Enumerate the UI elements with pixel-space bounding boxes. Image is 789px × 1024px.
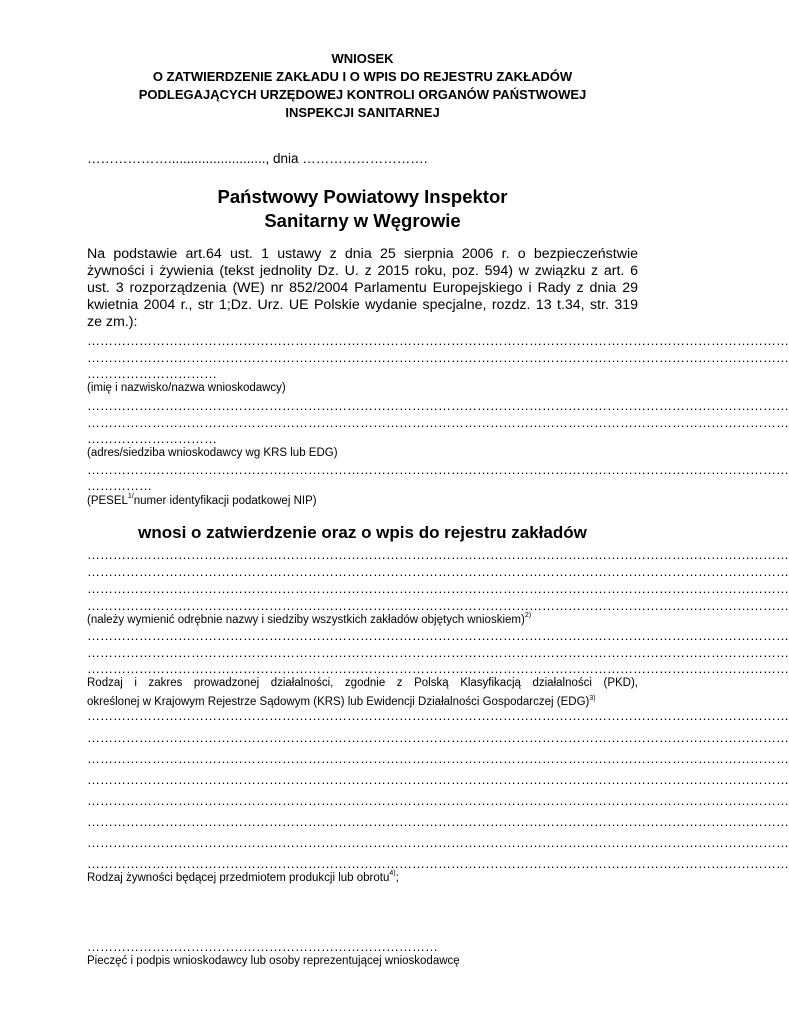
applicant-address-field[interactable]: ……………………………………………………………………………………………………………………………………………… [87, 415, 789, 430]
activity-scope-field[interactable]: ……………………………………………………………………………………………………………………………………………… [87, 730, 789, 745]
establishments-field[interactable]: ……………………………………………………………………………………………………………………………………………… [87, 547, 789, 562]
activity-scope-field[interactable]: ……………………………………………………………………………………………………………………………………………… [87, 708, 789, 723]
request-heading: wnosi o zatwierdzenie oraz o wpis do rejestru zakładów [138, 523, 587, 542]
establishments-field[interactable]: ……………………………………………………………………………………………………………………………………………… [87, 581, 789, 596]
food-type-caption: Rodzaj żywności będącej przedmiotem produkcji lub obrotu$^{4)}$; [87, 870, 399, 884]
applicant-name-field[interactable]: ……………………………………………………………………………………………………………………………………………… [87, 333, 789, 348]
form-title [87, 50, 638, 122]
addressee [87, 185, 638, 233]
legal-line-5: ze zm.): [87, 314, 138, 330]
legal-line-4: kwietnia 2004 r., str 1;Dz. Urz. UE Polskie wydanie specjalne, rozdz. 13 t.34, str. 319 [87, 297, 638, 313]
addressee-line-1: Państwowy Powiatowy Inspektor [217, 186, 508, 207]
legal-line-3: ust. 3 rozporządzenia (WE) nr 852/2004 Parlamentu Europejskiego i Rady z dnia 29 [87, 280, 638, 296]
title-line-2: O ZATWIERDZENIE ZAKŁADU I O WPIS DO REJESTRU ZAKŁADÓW [152, 69, 573, 84]
applicant-name-field[interactable]: ………………………… [87, 366, 217, 381]
activity-scope-field[interactable]: ……………………………………………………………………………………………………………………………………………… [87, 856, 789, 871]
establishments-field[interactable]: ……………………………………………………………………………………………………………………………………………… [87, 598, 789, 613]
place-date-field[interactable]: ……………….........................., dnia ………………………. [87, 151, 428, 166]
applicant-name-field[interactable]: ……………………………………………………………………………………………………………………………………………… [87, 350, 789, 365]
legal-basis [87, 246, 638, 331]
title-line-3: PODLEGAJĄCYCH URZĘDOWEJ KONTROLI ORGANÓW PAŃSTWOWEJ [138, 87, 587, 102]
establishments-caption: (należy wymienić odrębnie nazwy i siedziby wszystkich zakładów objętych wnioskiem)$^{2)}$ [87, 612, 532, 626]
legal-line-2: żywności i żywienia (tekst jednolity Dz. U. z 2015 roku, poz. 594) w związku z art. 6 [87, 263, 638, 279]
applicant-address-field[interactable]: ……………………………………………………………………………………………………………………………………………… [87, 398, 789, 413]
pesel-nip-caption: ($PESEL^{1/}numer$ identyfikacji podatkowej NIP) [87, 493, 317, 507]
activity-scope-field[interactable]: ……………………………………………………………………………………………………………………………………………… [87, 835, 789, 850]
activity-scope-field[interactable]: ……………………………………………………………………………………………………………………………………………… [87, 793, 789, 808]
activity-scope-field[interactable]: ……………………………………………………………………………………………………………………………………………… [87, 814, 789, 829]
activity-scope-field[interactable]: ……………………………………………………………………………………………………………………………………………… [87, 772, 789, 787]
applicant-address-caption: (adres/siedziba wnioskodawcy wg KRS lub EDG) [87, 447, 338, 459]
establishments-field[interactable]: ……………………………………………………………………………………………………………………………………………… [87, 645, 789, 660]
establishments-field[interactable]: ……………………………………………………………………………………………………………………………………………… [87, 628, 789, 643]
signature-caption: Pieczęć i podpis wnioskodawcy lub osoby reprezentującej wnioskodawcę [87, 955, 460, 967]
legal-line-1: Na podstawie art.64 ust. 1 ustawy z dnia 25 sierpnia 2006 r. o bezpieczeństwie [87, 246, 638, 262]
pesel-nip-field[interactable]: …………… [87, 478, 152, 493]
title-line-4: INSPEKCJI SANITARNEJ [285, 105, 440, 120]
signature-field[interactable]: ……………………………………………………………………… [87, 939, 438, 954]
title-line-1: WNIOSEK [331, 51, 394, 66]
addressee-line-2: Sanitarny w Węgrowie [264, 210, 461, 231]
pesel-nip-field[interactable]: ……………………………………………………………………………………………………………………………………………… [87, 462, 789, 477]
establishments-field[interactable]: ……………………………………………………………………………………………………………………………………………… [87, 564, 789, 579]
applicant-name-caption: (imię i nazwisko/nazwa wnioskodawcy) [87, 382, 286, 394]
activity-scope-field[interactable]: ……………………………………………………………………………………………………………………………………………… [87, 751, 789, 766]
applicant-address-field[interactable]: ………………………… [87, 431, 217, 446]
activity-scope-caption: Rodzaj i zakres prowadzonej działalności, zgodnie z Polską Klasyfikacją działalności (PKD), określonej w Krajowym Rejestrze Sądowym (KRS) lub Ewidencji Działalności Gospodarczej (EDG)$^{3)}$ [87, 677, 638, 708]
establishments-field[interactable]: ……………………………………………………………………………………………………………………………………………… [87, 661, 789, 676]
